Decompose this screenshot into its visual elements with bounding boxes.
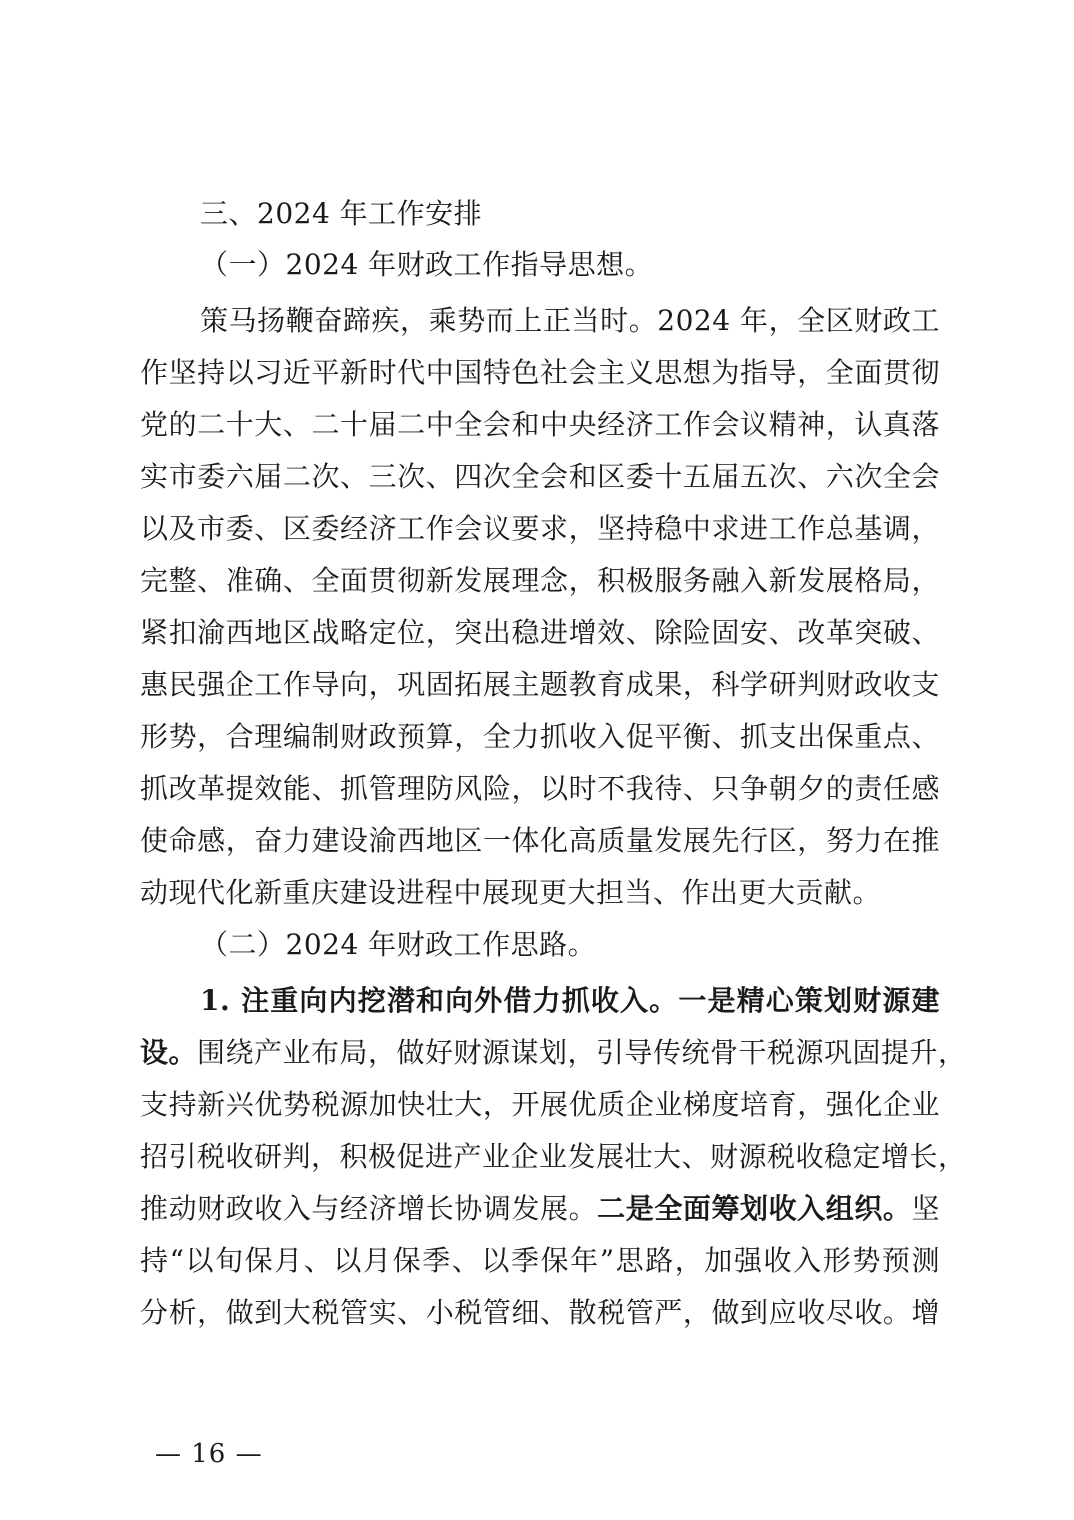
paragraph-line <box>140 1031 967 1075</box>
paragraph-line <box>140 1187 940 1231</box>
paragraph-line: 形势，合理编制财政预算，全力抓收入促平衡、抓支出保重点、 <box>140 720 940 753</box>
subsection-heading-1: （一）2024 年财政工作指导思想。 <box>200 248 654 281</box>
paragraph-line: 以及市委、区委经济工作会议要求，坚持稳中求进工作总基调， <box>140 512 940 545</box>
text-run: 推动财政收入与经济增长协调发展。 <box>140 1192 598 1225</box>
paragraph-line: 实市委六届二次、三次、四次全会和区委十五届五次、六次全会 <box>140 460 940 493</box>
section-heading: 三、2024 年工作安排 <box>200 197 483 230</box>
paragraph-line: 支持新兴优势税源加快壮大，开展优质企业梯度培育，强化企业 <box>140 1088 940 1121</box>
paragraph-line: 策马扬鞭奋蹄疾，乘势而上正当时。2024 年，全区财政工 <box>200 304 940 337</box>
paragraph-line-bold: 1. 注重向内挖潜和向外借力抓收入。一是精心策划财源建 <box>200 984 940 1017</box>
paragraph-line: 紧扣渝西地区战略定位，突出稳进增效、除险固安、改革突破、 <box>140 616 940 649</box>
subsection-heading-2: （二）2024 年财政工作思路。 <box>200 928 597 961</box>
paragraph-line: 动现代化新重庆建设进程中展现更大担当、作出更大贡献。 <box>140 876 882 909</box>
paragraph-line: 持“以旬保月、以月保季、以季保年”思路，加强收入形势预测 <box>140 1244 940 1277</box>
bold-run: 设。 <box>140 1036 198 1069</box>
paragraph-line: 完整、准确、全面贯彻新发展理念，积极服务融入新发展格局， <box>140 564 940 597</box>
paragraph-line: 抓改革提效能、抓管理防风险，以时不我待、只争朝夕的责任感 <box>140 772 940 805</box>
paragraph-line: 党的二十大、二十届二中全会和中央经济工作会议精神，认真落 <box>140 408 940 441</box>
text-run: 围绕产业布局，做好财源谋划，引导传统骨干税源巩固提升， <box>197 1036 967 1069</box>
paragraph-line: 惠民强企工作导向，巩固拓展主题教育成果，科学研判财政收支 <box>140 668 940 701</box>
paragraph-line: 使命感，奋力建设渝西地区一体化高质量发展先行区，努力在推 <box>140 824 940 857</box>
page-number: — 16 — <box>155 1439 263 1469</box>
bold-run: 二是全面筹划收入组织。 <box>597 1192 912 1225</box>
paragraph-line: 分析，做到大税管实、小税管细、散税管严，做到应收尽收。增 <box>140 1296 940 1329</box>
paragraph-line: 招引税收研判，积极促进产业企业发展壮大、财源税收稳定增长， <box>140 1140 967 1173</box>
text-run: 坚 <box>911 1192 940 1225</box>
paragraph-line: 作坚持以习近平新时代中国特色社会主义思想为指导，全面贯彻 <box>140 356 940 389</box>
